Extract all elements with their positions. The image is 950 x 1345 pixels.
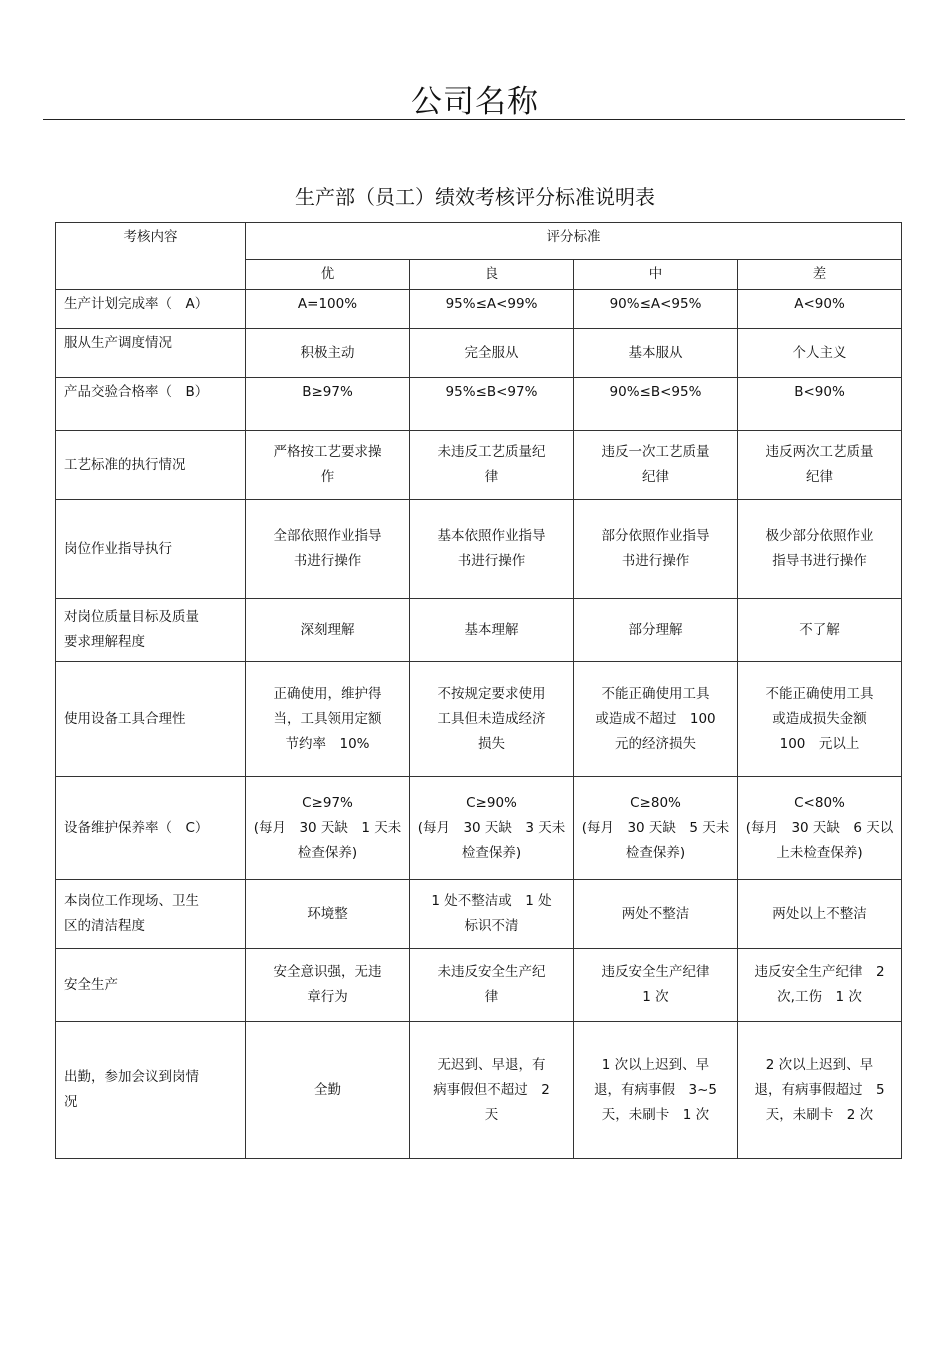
score-text: 全部依照作业指导 书进行操作 <box>273 528 382 569</box>
criterion-name-cell <box>56 880 246 949</box>
score-cell <box>410 431 574 500</box>
score-cell <box>246 500 410 599</box>
score-text: C≥80% (每月 30 天缺 5 天未 检查保养) <box>581 794 730 861</box>
score-cell <box>246 599 410 662</box>
score-text: 不能正确使用工具 或造成不超过 100 元的经济损失 <box>595 685 716 752</box>
score-cell <box>574 431 738 500</box>
header-row <box>56 223 902 260</box>
score-text: 95%≤B<97% <box>445 384 538 400</box>
score-text: 全勤 <box>314 1081 341 1098</box>
score-cell <box>410 662 574 777</box>
score-text: 部分依照作业指导 书进行操作 <box>601 528 710 569</box>
criterion-name-cell <box>56 431 246 500</box>
score-cell <box>574 949 738 1022</box>
score-text: C≥90% (每月 30 天缺 3 天未 检查保养) <box>417 794 566 861</box>
score-cell <box>410 777 574 880</box>
score-cell <box>574 599 738 662</box>
criterion-name-cell <box>56 378 246 431</box>
score-cell <box>410 880 574 949</box>
header-rule <box>43 119 905 120</box>
criterion-name-cell <box>56 777 246 880</box>
score-text: 不了解 <box>799 621 840 638</box>
criterion-name-cell <box>56 949 246 1022</box>
score-cell <box>738 777 902 880</box>
score-text: 违反安全生产纪律 2 次,工伤 1 次 <box>754 964 885 1005</box>
score-text: 两处不整洁 <box>621 905 690 922</box>
criterion-name-cell <box>56 500 246 599</box>
criterion-name: 设备维护保养率（ C） <box>64 819 209 836</box>
document-title: 生产部（员工）绩效考核评分标准说明表 <box>295 185 655 209</box>
level-excellent: 优 <box>246 260 410 290</box>
score-cell <box>246 662 410 777</box>
score-cell <box>246 949 410 1022</box>
table-row <box>56 662 902 777</box>
criterion-name-cell <box>56 290 246 329</box>
table-row <box>56 378 902 431</box>
table-row <box>56 880 902 949</box>
score-text: 环境整 <box>307 905 348 922</box>
score-text: 两处以上不整洁 <box>772 905 867 922</box>
score-cell <box>738 662 902 777</box>
score-cell <box>410 378 574 431</box>
score-text: B≥97% <box>302 384 353 400</box>
criterion-name-cell <box>56 662 246 777</box>
score-text: 极少部分依照作业 指导书进行操作 <box>765 528 874 569</box>
score-text: B<90% <box>794 384 845 400</box>
header-group-cell: 评分标准 <box>246 223 902 260</box>
score-text: A<90% <box>794 296 845 312</box>
score-cell <box>410 500 574 599</box>
score-text: 正确使用，维护得 当，工具领用定额 节约率 10% <box>273 685 382 752</box>
criterion-name: 对岗位质量目标及质量 要求理解程度 <box>64 609 199 650</box>
score-cell <box>738 290 902 329</box>
score-cell <box>246 329 410 378</box>
score-cell <box>738 378 902 431</box>
score-text: 未违反安全生产纪 律 <box>437 964 546 1005</box>
criterion-name: 安全生产 <box>64 976 118 993</box>
score-text: 积极主动 <box>300 344 355 361</box>
score-cell <box>574 290 738 329</box>
table-row <box>56 1022 902 1159</box>
header-item-cell: 考核内容 <box>56 223 246 290</box>
score-text: 违反安全生产纪律 1 次 <box>601 964 710 1005</box>
score-cell <box>574 1022 738 1159</box>
table-row <box>56 290 902 329</box>
criterion-name: 工艺标准的执行情况 <box>64 456 186 473</box>
score-cell <box>410 949 574 1022</box>
score-cell <box>738 880 902 949</box>
score-cell <box>574 662 738 777</box>
score-cell <box>574 777 738 880</box>
criterion-name: 出勤，参加会议到岗情 况 <box>64 1069 199 1110</box>
score-cell <box>246 431 410 500</box>
score-cell <box>574 880 738 949</box>
score-cell <box>738 599 902 662</box>
score-cell <box>738 949 902 1022</box>
table-row <box>56 431 902 500</box>
score-text: 安全意识强，无违 章行为 <box>273 964 382 1005</box>
score-text: 无迟到、早退，有 病事假但不超过 2 天 <box>433 1056 550 1123</box>
criterion-name: 岗位作业指导执行 <box>64 540 172 557</box>
score-text: A=100% <box>297 296 358 312</box>
criterion-name-cell <box>56 329 246 378</box>
score-cell <box>246 880 410 949</box>
score-text: 严格按工艺要求操 作 <box>273 444 382 485</box>
score-text: 部分理解 <box>628 621 683 638</box>
score-text: 违反一次工艺质量 纪律 <box>601 444 710 485</box>
score-cell <box>246 290 410 329</box>
criterion-name-cell <box>56 1022 246 1159</box>
score-cell <box>574 500 738 599</box>
score-text: 90%≤B<95% <box>609 384 702 400</box>
level-poor: 差 <box>738 260 902 290</box>
score-text: 基本理解 <box>464 621 519 638</box>
score-text: 违反两次工艺质量 纪律 <box>765 444 874 485</box>
criterion-name: 服从生产调度情况 <box>64 335 172 351</box>
score-cell <box>738 329 902 378</box>
score-text: 基本依照作业指导 书进行操作 <box>437 528 546 569</box>
criterion-name-cell <box>56 599 246 662</box>
score-cell <box>410 599 574 662</box>
criterion-name: 使用设备工具合理性 <box>64 710 186 727</box>
score-cell <box>246 378 410 431</box>
score-text: 1 次以上迟到、早 退，有病事假 3~5 天，未刷卡 1 次 <box>594 1056 717 1123</box>
score-text: 2 次以上迟到、早 退，有病事假超过 5 天，未刷卡 2 次 <box>754 1056 885 1123</box>
score-cell <box>410 1022 574 1159</box>
criterion-name: 产品交验合格率（ B） <box>64 384 209 400</box>
score-text: 95%≤A<99% <box>445 296 538 312</box>
score-cell <box>410 329 574 378</box>
score-text: 不能正确使用工具 或造成损失金额 100 元以上 <box>765 685 874 752</box>
table-row <box>56 329 902 378</box>
score-cell <box>738 1022 902 1159</box>
score-cell <box>410 290 574 329</box>
score-text: 基本服从 <box>628 344 683 361</box>
score-text: 不按规定要求使用 工具但未造成经济 损失 <box>437 685 546 752</box>
score-cell <box>738 500 902 599</box>
table-row <box>56 599 902 662</box>
company-name: 公司名称 <box>411 84 539 120</box>
criterion-name: 本岗位工作现场、卫生 区的清洁程度 <box>64 893 199 934</box>
table-row <box>56 500 902 599</box>
score-text: 1 处不整洁或 1 处 标识不清 <box>431 893 552 934</box>
evaluation-table <box>55 222 902 1159</box>
score-text: 未违反工艺质量纪 律 <box>437 444 546 485</box>
table-row <box>56 949 902 1022</box>
table-row <box>56 777 902 880</box>
score-text: C≥97% (每月 30 天缺 1 天未 检查保养) <box>253 794 402 861</box>
score-cell <box>738 431 902 500</box>
score-cell <box>574 378 738 431</box>
score-text: 90%≤A<95% <box>609 296 702 312</box>
score-text: 完全服从 <box>464 344 519 361</box>
score-text: 个人主义 <box>792 344 847 361</box>
level-average: 中 <box>574 260 738 290</box>
score-text: 深刻理解 <box>300 621 355 638</box>
score-cell <box>246 777 410 880</box>
criterion-name: 生产计划完成率（ A） <box>64 296 209 312</box>
level-good: 良 <box>410 260 574 290</box>
score-text: C<80% (每月 30 天缺 6 天以 上未检查保养) <box>745 794 894 861</box>
score-cell <box>574 329 738 378</box>
score-cell <box>246 1022 410 1159</box>
